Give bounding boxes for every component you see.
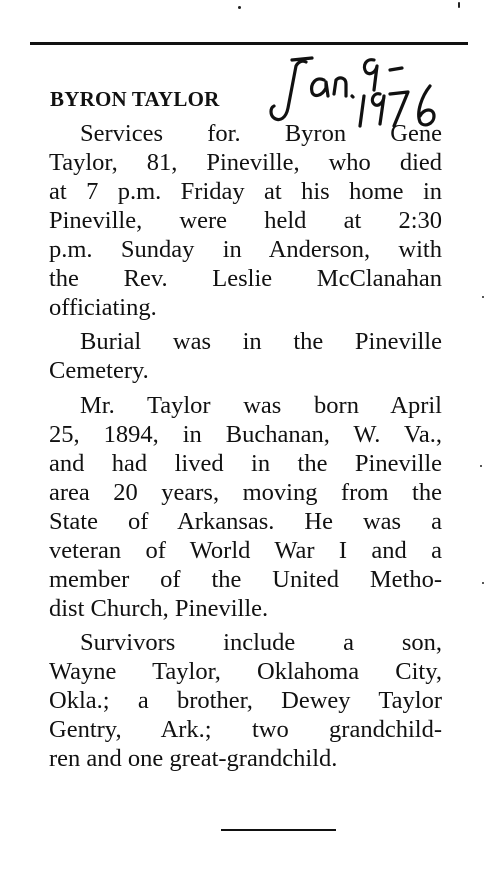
scan-speck [482,296,484,298]
obituary-text-line: at 7 p.m. Friday at his home in [49,178,442,205]
obituary-text-line: dist Church, Pineville. [49,595,269,622]
scan-speck [238,6,241,9]
obituary-headline: BYRON TAYLOR [50,87,220,111]
obituary-text-line: Services for. Byron Gene [80,120,442,147]
obituary-text-line: member of the United Metho- [49,566,442,593]
obituary-text-line: Pineville, were held at 2:30 [49,207,442,234]
obituary-text-line: 25, 1894, in Buchanan, W. Va., [49,421,442,448]
obituary-text-line: p.m. Sunday in Anderson, with [49,236,442,263]
top-rule [30,42,468,45]
obituary-text-line: and had lived in the Pineville [49,450,442,477]
obituary-text-line: Burial was in the Pineville [80,328,442,355]
obituary-text-line: ren and one great-grandchild. [49,745,338,772]
scan-speck [480,465,482,467]
obituary-text-line: officiating. [49,294,157,321]
obituary-text-line: Gentry, Ark.; two grandchild- [49,716,442,743]
obituary-text-line: the Rev. Leslie McClanahan [49,265,442,292]
obituary-text-line: Survivors include a son, [80,629,442,656]
obituary-text-line: Wayne Taylor, Oklahoma City, [49,658,442,685]
obituary-text-line: Mr. Taylor was born April [80,392,442,419]
bottom-rule [221,829,336,831]
scan-speck [458,2,460,8]
obituary-text-line: area 20 years, moving from the [49,479,442,506]
obituary-text-line: Cemetery. [49,357,149,384]
handwritten-date-note [262,50,462,130]
obituary-text-line: Okla.; a brother, Dewey Taylor [49,687,442,714]
scan-speck [482,582,484,584]
obituary-text-line: Taylor, 81, Pineville, who died [49,149,442,176]
obituary-text-line: State of Arkansas. He was a [49,508,442,535]
obituary-text-line: veteran of World War I and a [49,537,442,564]
